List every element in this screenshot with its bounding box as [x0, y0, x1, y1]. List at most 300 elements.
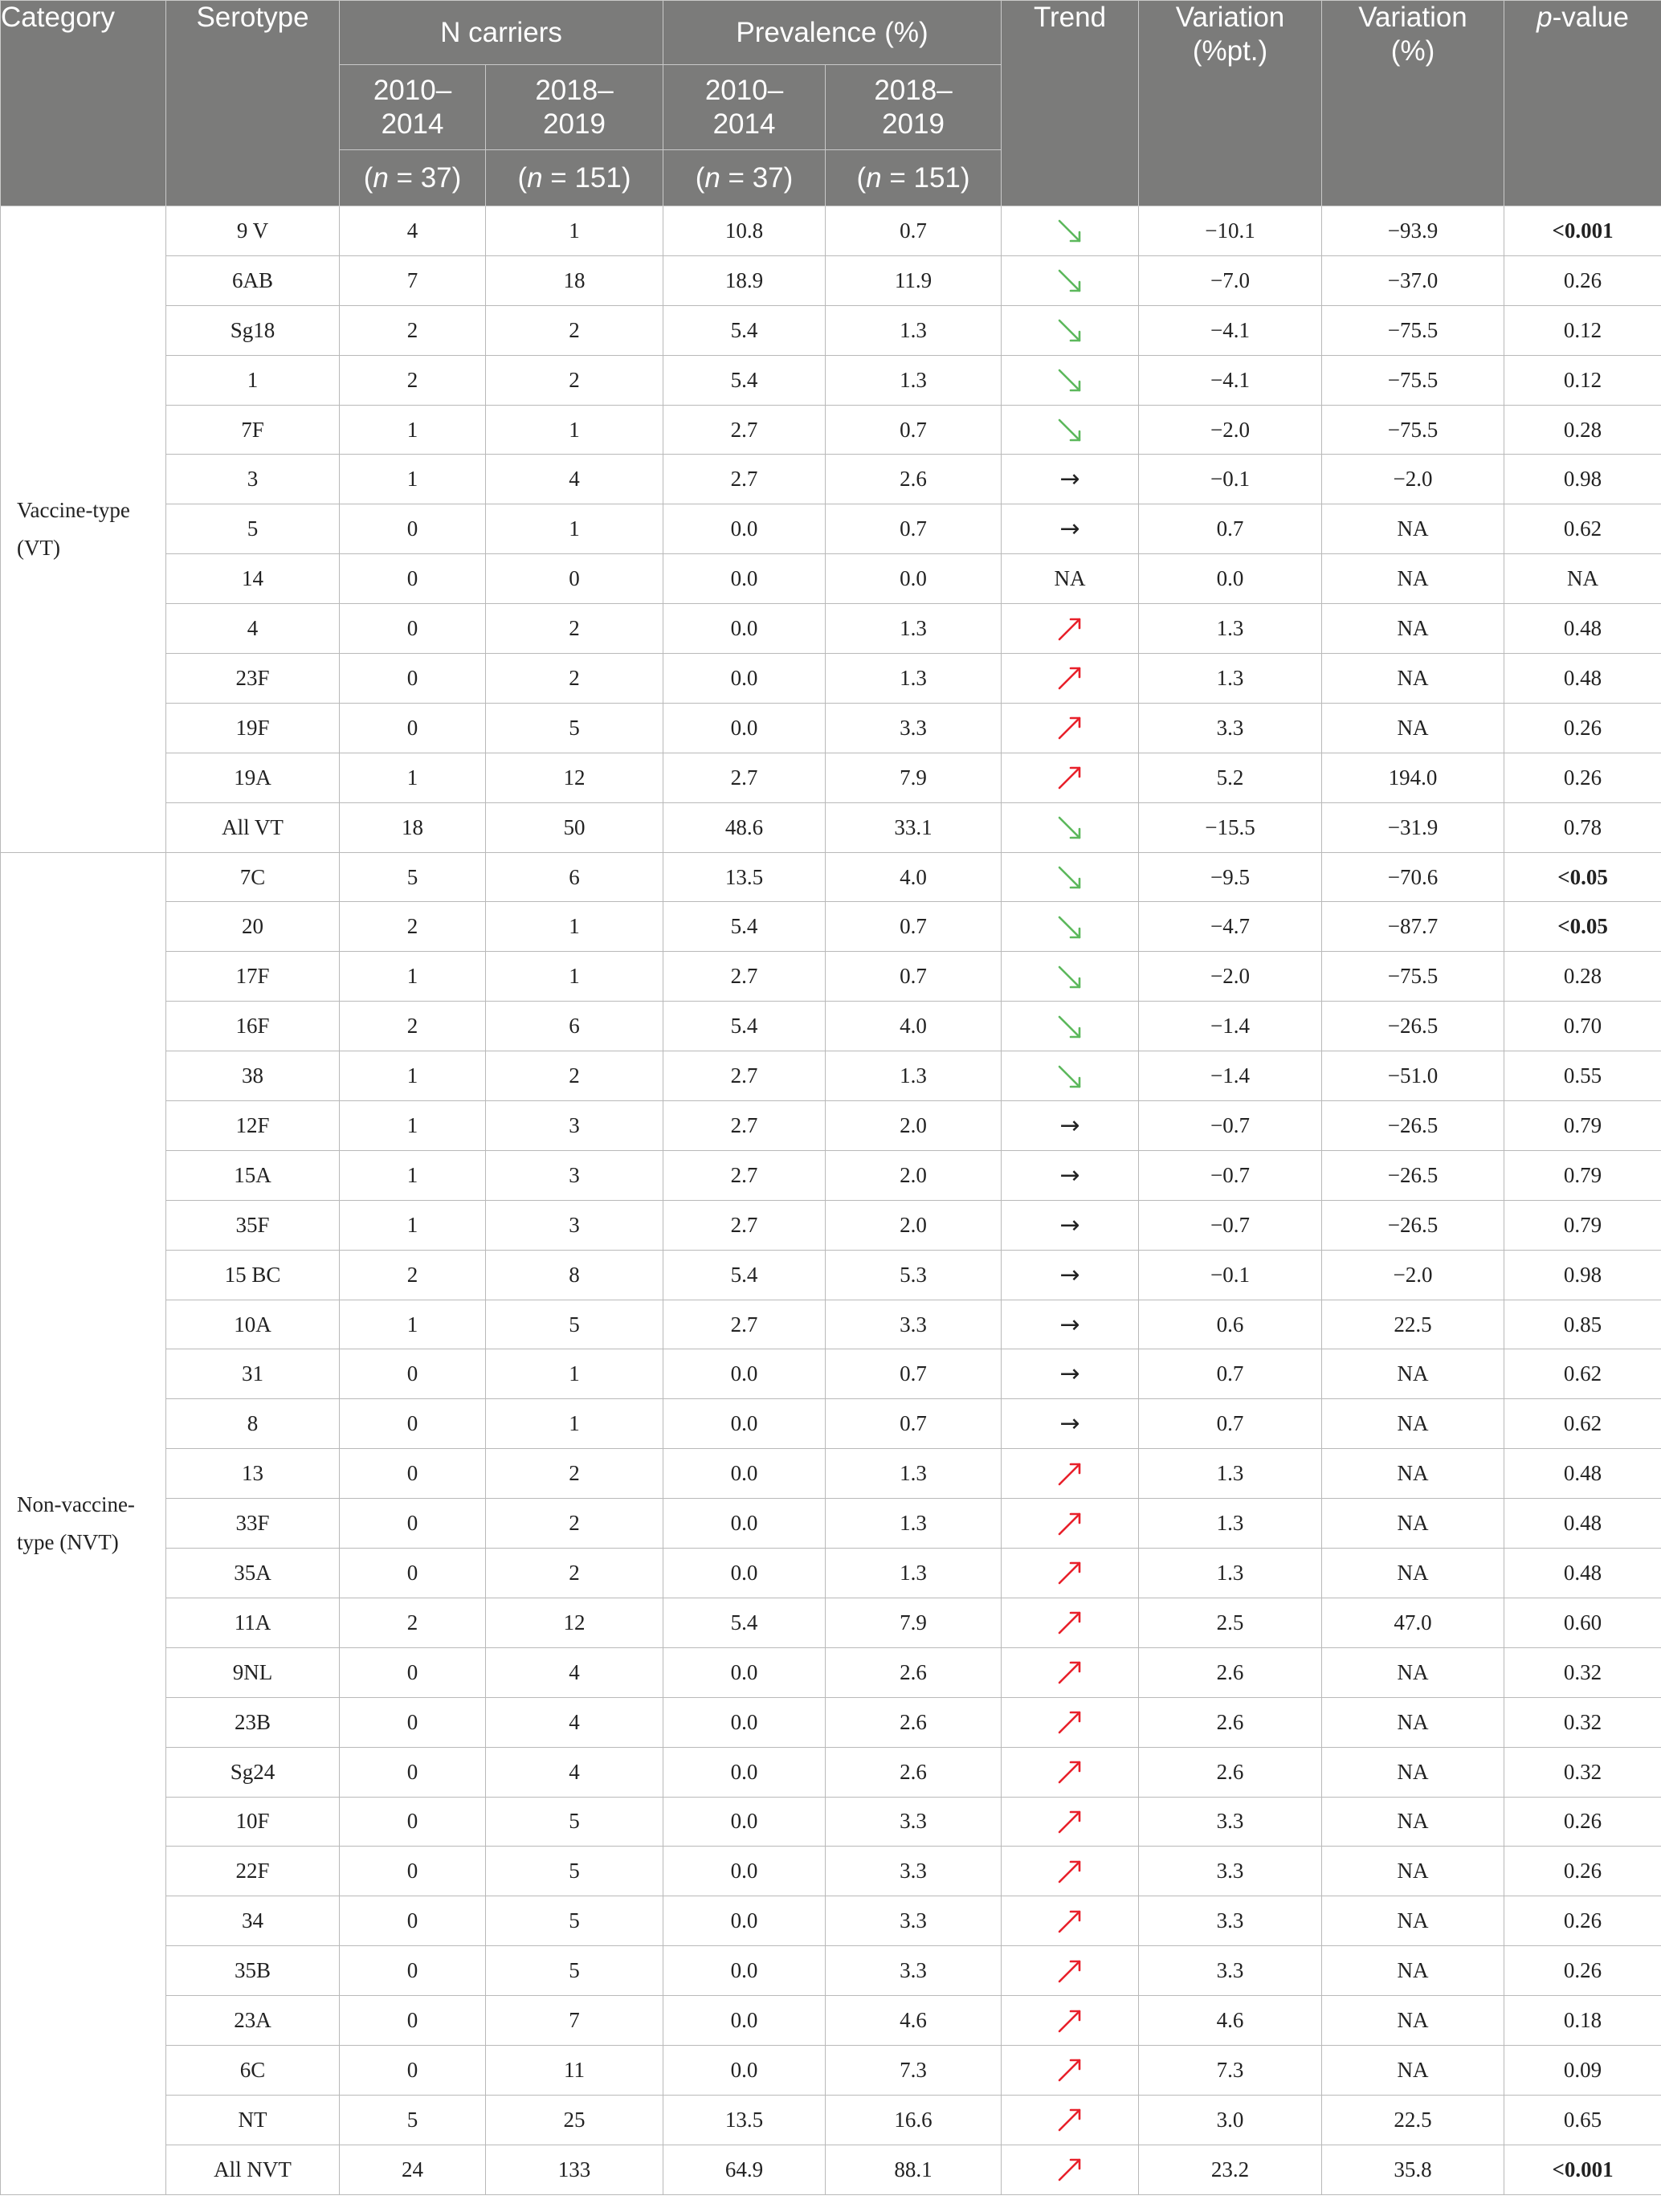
n-carriers-2010-2014-cell: 0	[340, 1449, 486, 1499]
p-value-cell: 0.98	[1504, 1250, 1661, 1300]
n-carriers-2018-2019-cell: 12	[486, 1598, 663, 1647]
header-n-period2	[486, 65, 663, 150]
n-carriers-2010-2014-cell: 0	[340, 1896, 486, 1946]
arrow-right-icon: →	[1059, 1310, 1080, 1339]
variation-pt-cell: 0.0	[1139, 554, 1322, 604]
table-row	[1, 802, 1661, 852]
variation-pct-cell: 22.5	[1322, 1300, 1504, 1349]
arrow-up-right-icon	[1054, 662, 1086, 694]
prevalence-2010-2014-cell: 5.4	[663, 1250, 826, 1300]
trend-cell	[1002, 802, 1139, 852]
arrow-up-right-icon	[1054, 2005, 1086, 2037]
arrow-up-right-icon	[1054, 1955, 1086, 1987]
p-value-cell: 0.26	[1504, 703, 1661, 753]
prevalence-2018-2019-cell: 0.7	[826, 902, 1002, 952]
serotype-cell: 10A	[166, 1300, 340, 1349]
prevalence-2018-2019-cell: 7.3	[826, 2045, 1002, 2095]
variation-pct-cell: −70.6	[1322, 852, 1504, 902]
table-row	[1, 1747, 1661, 1797]
serotype-cell: 17F	[166, 952, 340, 1002]
trend-cell	[1002, 1349, 1139, 1399]
prevalence-2018-2019-cell: 1.3	[826, 1051, 1002, 1101]
n-carriers-2018-2019-cell: 5	[486, 1847, 663, 1896]
variation-pct-cell: 22.5	[1322, 2095, 1504, 2145]
p-value-cell: <0.001	[1504, 206, 1661, 256]
prevalence-2018-2019-cell: 3.3	[826, 1300, 1002, 1349]
serotype-cell: 23A	[166, 1996, 340, 2046]
p-value-cell: <0.001	[1504, 2145, 1661, 2194]
variation-pct-cell: NA	[1322, 1499, 1504, 1549]
p-value-cell: <0.05	[1504, 902, 1661, 952]
variation-pct-cell: −51.0	[1322, 1051, 1504, 1101]
table-row	[1, 1399, 1661, 1449]
prevalence-2010-2014-cell: 5.4	[663, 305, 826, 355]
header-variation-pct-line2: (%)	[1390, 35, 1435, 67]
trend-cell	[1002, 1051, 1139, 1101]
prevalence-2018-2019-cell: 5.3	[826, 1250, 1002, 1300]
prevalence-2018-2019-cell: 0.7	[826, 206, 1002, 256]
trend-cell	[1002, 305, 1139, 355]
table-row	[1, 2045, 1661, 2095]
prevalence-2018-2019-cell: 3.3	[826, 1797, 1002, 1847]
period1-line1: 2010–	[373, 74, 452, 106]
arrow-up-right-icon	[1054, 1508, 1086, 1540]
prevalence-2010-2014-cell: 0.0	[663, 1399, 826, 1449]
arrow-up-right-icon	[1054, 1806, 1086, 1838]
serotype-cell: 34	[166, 1896, 340, 1946]
p-value-cell: 0.26	[1504, 255, 1661, 305]
n-carriers-2018-2019-cell: 3	[486, 1101, 663, 1151]
n-carriers-2018-2019-cell: 2	[486, 355, 663, 405]
prevalence-2010-2014-cell: 48.6	[663, 802, 826, 852]
trend-cell	[1002, 1847, 1139, 1896]
table-header	[1, 1, 1661, 206]
prevalence-2018-2019-cell: 0.0	[826, 554, 1002, 604]
prevalence-2010-2014-cell: 10.8	[663, 206, 826, 256]
p-value-cell: 0.65	[1504, 2095, 1661, 2145]
trend-cell	[1002, 1101, 1139, 1151]
variation-pt-cell: −4.1	[1139, 355, 1322, 405]
prevalence-2010-2014-cell: 2.7	[663, 1300, 826, 1349]
variation-pct-cell: −26.5	[1322, 1150, 1504, 1200]
n-carriers-2018-2019-cell: 2	[486, 1051, 663, 1101]
prevalence-2018-2019-cell: 2.0	[826, 1150, 1002, 1200]
prevalence-2010-2014-cell: 13.5	[663, 2095, 826, 2145]
prevalence-2010-2014-cell: 0.0	[663, 1946, 826, 1996]
serotype-cell: 35B	[166, 1946, 340, 1996]
prevalence-2010-2014-cell: 18.9	[663, 255, 826, 305]
n-carriers-2010-2014-cell: 1	[340, 952, 486, 1002]
variation-pt-cell: 0.7	[1139, 1349, 1322, 1399]
prevalence-2018-2019-cell: 3.3	[826, 1946, 1002, 1996]
serotype-cell: 35F	[166, 1200, 340, 1250]
trend-cell	[1002, 1747, 1139, 1797]
table-row	[1, 1002, 1661, 1051]
prevalence-2010-2014-cell: 0.0	[663, 1449, 826, 1499]
p-value-cell: 0.32	[1504, 1697, 1661, 1747]
paren: (	[695, 161, 705, 194]
header-p-value	[1504, 1, 1661, 206]
p-value-cell: 0.62	[1504, 504, 1661, 554]
p-value-cell: 0.12	[1504, 305, 1661, 355]
n-carriers-2018-2019-cell: 3	[486, 1200, 663, 1250]
category-line: Non-vaccine-	[17, 1492, 135, 1516]
variation-pt-cell: 0.7	[1139, 504, 1322, 554]
variation-pct-cell: 47.0	[1322, 1598, 1504, 1647]
prevalence-2018-2019-cell: 2.6	[826, 1747, 1002, 1797]
prevalence-2018-2019-cell: 1.3	[826, 1449, 1002, 1499]
variation-pt-cell: 2.6	[1139, 1697, 1322, 1747]
prevalence-2010-2014-cell: 2.7	[663, 753, 826, 802]
table-row	[1, 604, 1661, 654]
prevalence-2018-2019-cell: 16.6	[826, 2095, 1002, 2145]
n-italic: n	[527, 161, 543, 194]
table-row	[1, 1847, 1661, 1896]
prevalence-2010-2014-cell: 5.4	[663, 355, 826, 405]
serotype-cell: 38	[166, 1051, 340, 1101]
variation-pt-cell: 0.7	[1139, 1399, 1322, 1449]
prevalence-2010-2014-cell: 0.0	[663, 703, 826, 753]
period2-line2: 2019	[882, 108, 945, 140]
table-row	[1, 753, 1661, 802]
prevalence-2018-2019-cell: 4.6	[826, 1996, 1002, 2046]
variation-pt-cell: 1.3	[1139, 604, 1322, 654]
arrow-up-right-icon	[1054, 2054, 1086, 2086]
serotype-cell: 5	[166, 504, 340, 554]
arrow-down-right-icon	[1054, 811, 1086, 843]
n-carriers-2010-2014-cell: 0	[340, 1549, 486, 1598]
n-carriers-2010-2014-cell: 5	[340, 2095, 486, 2145]
variation-pt-cell: 1.3	[1139, 1549, 1322, 1598]
period1-line2: 2014	[381, 108, 444, 140]
arrow-up-right-icon	[1054, 1458, 1086, 1490]
prevalence-2010-2014-cell: 0.0	[663, 1896, 826, 1946]
prevalence-2010-2014-cell: 0.0	[663, 1996, 826, 2046]
header-prev-sample1	[663, 150, 826, 206]
n-carriers-2018-2019-cell: 2	[486, 1449, 663, 1499]
prevalence-2010-2014-cell: 0.0	[663, 1647, 826, 1697]
n-rest: = 151)	[881, 161, 970, 194]
arrow-down-right-icon	[1054, 264, 1086, 296]
n-carriers-2018-2019-cell: 1	[486, 902, 663, 952]
table-row	[1, 1250, 1661, 1300]
paren: (	[517, 161, 528, 194]
prevalence-2010-2014-cell: 2.7	[663, 1051, 826, 1101]
header-variation-pct-line1: Variation	[1358, 2, 1467, 33]
trend-cell	[1002, 1598, 1139, 1647]
prevalence-2010-2014-cell: 64.9	[663, 2145, 826, 2194]
variation-pt-cell: −15.5	[1139, 802, 1322, 852]
prevalence-2010-2014-cell: 2.7	[663, 405, 826, 455]
arrow-down-right-icon	[1054, 861, 1086, 893]
header-prev-period2	[826, 65, 1002, 150]
trend-cell	[1002, 1250, 1139, 1300]
serotype-cell: 6AB	[166, 255, 340, 305]
table-row	[1, 355, 1661, 405]
serotype-cell: 12F	[166, 1101, 340, 1151]
period2-line2: 2019	[543, 108, 606, 140]
variation-pt-cell: 1.3	[1139, 1499, 1322, 1549]
table-row	[1, 405, 1661, 455]
n-italic: n	[866, 161, 882, 194]
p-value-cell: 0.78	[1504, 802, 1661, 852]
variation-pt-cell: −2.0	[1139, 405, 1322, 455]
serotype-cell: All VT	[166, 802, 340, 852]
serotype-cell: 6C	[166, 2045, 340, 2095]
table-row	[1, 703, 1661, 753]
variation-pt-cell: 4.6	[1139, 1996, 1322, 2046]
p-value-cell: 0.70	[1504, 1002, 1661, 1051]
n-carriers-2010-2014-cell: 0	[340, 604, 486, 654]
n-carriers-2010-2014-cell: 0	[340, 504, 486, 554]
variation-pct-cell: NA	[1322, 1549, 1504, 1598]
prevalence-2010-2014-cell: 0.0	[663, 1847, 826, 1896]
trend-cell	[1002, 703, 1139, 753]
prevalence-2018-2019-cell: 1.3	[826, 1549, 1002, 1598]
n-carriers-2010-2014-cell: 1	[340, 753, 486, 802]
n-carriers-2018-2019-cell: 5	[486, 1300, 663, 1349]
arrow-up-right-icon	[1054, 1706, 1086, 1738]
n-carriers-2010-2014-cell: 0	[340, 554, 486, 604]
prevalence-2018-2019-cell: 1.3	[826, 654, 1002, 704]
n-carriers-2010-2014-cell: 0	[340, 1797, 486, 1847]
p-value-cell: 0.48	[1504, 604, 1661, 654]
p-value-cell: 0.48	[1504, 1499, 1661, 1549]
p-value-cell: 0.85	[1504, 1300, 1661, 1349]
variation-pct-cell: 35.8	[1322, 2145, 1504, 2194]
trend-cell	[1002, 654, 1139, 704]
prevalence-2010-2014-cell: 0.0	[663, 504, 826, 554]
prevalence-2018-2019-cell: 1.3	[826, 305, 1002, 355]
variation-pct-cell: NA	[1322, 1996, 1504, 2046]
serotype-cell: 20	[166, 902, 340, 952]
prevalence-2010-2014-cell: 0.0	[663, 2045, 826, 2095]
variation-pct-cell: −2.0	[1322, 455, 1504, 504]
trend-cell	[1002, 1896, 1139, 1946]
table-row	[1, 2095, 1661, 2145]
variation-pt-cell: −0.7	[1139, 1150, 1322, 1200]
trend-cell	[1002, 1946, 1139, 1996]
table-row	[1, 1449, 1661, 1499]
prevalence-2010-2014-cell: 0.0	[663, 654, 826, 704]
paren: (	[363, 161, 373, 194]
table-row	[1, 1051, 1661, 1101]
variation-pct-cell: 194.0	[1322, 753, 1504, 802]
p-value-cell: 0.79	[1504, 1101, 1661, 1151]
n-carriers-2018-2019-cell: 7	[486, 1996, 663, 2046]
trend-cell	[1002, 355, 1139, 405]
prevalence-2018-2019-cell: 7.9	[826, 1598, 1002, 1647]
trend-cell	[1002, 255, 1139, 305]
prevalence-2010-2014-cell: 2.7	[663, 1200, 826, 1250]
n-rest: = 37)	[720, 161, 794, 194]
variation-pt-cell: −10.1	[1139, 206, 1322, 256]
table-row	[1, 1946, 1661, 1996]
prevalence-2018-2019-cell: 2.6	[826, 1697, 1002, 1747]
header-n-carriers: N carriers	[340, 1, 663, 65]
n-carriers-2010-2014-cell: 1	[340, 1300, 486, 1349]
serotype-cell: 9NL	[166, 1647, 340, 1697]
n-carriers-2010-2014-cell: 1	[340, 1200, 486, 1250]
trend-cell	[1002, 1499, 1139, 1549]
variation-pt-cell: −0.1	[1139, 455, 1322, 504]
serotype-cell: 8	[166, 1399, 340, 1449]
p-value-cell: 0.48	[1504, 654, 1661, 704]
trend-cell	[1002, 2145, 1139, 2194]
arrow-down-right-icon	[1054, 414, 1086, 446]
table-row	[1, 554, 1661, 604]
header-variation-pt-line2: (%pt.)	[1192, 35, 1268, 67]
n-carriers-2010-2014-cell: 2	[340, 1598, 486, 1647]
variation-pt-cell: 3.3	[1139, 1896, 1322, 1946]
n-carriers-2010-2014-cell: 0	[340, 1349, 486, 1399]
category-cell	[1, 206, 166, 853]
n-carriers-2010-2014-cell: 0	[340, 1847, 486, 1896]
serotype-cell: 1	[166, 355, 340, 405]
serotype-cell: 22F	[166, 1847, 340, 1896]
arrow-right-icon: →	[1059, 1210, 1080, 1239]
variation-pct-cell: NA	[1322, 1349, 1504, 1399]
table-row	[1, 1349, 1661, 1399]
n-carriers-2010-2014-cell: 7	[340, 255, 486, 305]
prevalence-2018-2019-cell: 0.7	[826, 1349, 1002, 1399]
trend-cell	[1002, 1002, 1139, 1051]
p-value-cell: 0.28	[1504, 405, 1661, 455]
variation-pt-cell: 2.5	[1139, 1598, 1322, 1647]
prevalence-2010-2014-cell: 2.7	[663, 455, 826, 504]
variation-pct-cell: NA	[1322, 703, 1504, 753]
variation-pct-cell: −26.5	[1322, 1002, 1504, 1051]
serotype-cell: 35A	[166, 1549, 340, 1598]
serotype-cell: 23F	[166, 654, 340, 704]
prevalence-2010-2014-cell: 2.7	[663, 952, 826, 1002]
prevalence-2018-2019-cell: 2.0	[826, 1200, 1002, 1250]
arrow-up-right-icon	[1054, 2104, 1086, 2136]
n-carriers-2018-2019-cell: 4	[486, 1747, 663, 1797]
arrow-right-icon: →	[1059, 1410, 1080, 1439]
variation-pct-cell: NA	[1322, 1399, 1504, 1449]
arrow-up-right-icon	[1054, 2153, 1086, 2185]
header-serotype: Serotype	[166, 1, 340, 206]
p-value-cell: 0.26	[1504, 1847, 1661, 1896]
header-n-sample1	[340, 150, 486, 206]
n-carriers-2018-2019-cell: 8	[486, 1250, 663, 1300]
n-carriers-2010-2014-cell: 0	[340, 1697, 486, 1747]
prevalence-2018-2019-cell: 1.3	[826, 604, 1002, 654]
arrow-up-right-icon	[1054, 1855, 1086, 1888]
p-value-cell: 0.26	[1504, 753, 1661, 802]
p-value-cell: 0.26	[1504, 1797, 1661, 1847]
arrow-right-icon: →	[1059, 515, 1080, 544]
variation-pct-cell: −87.7	[1322, 902, 1504, 952]
serotype-cell: 23B	[166, 1697, 340, 1747]
variation-pt-cell: −4.7	[1139, 902, 1322, 952]
p-value-cell: 0.79	[1504, 1150, 1661, 1200]
variation-pct-cell: NA	[1322, 1449, 1504, 1499]
trend-cell	[1002, 1449, 1139, 1499]
n-carriers-2010-2014-cell: 1	[340, 1150, 486, 1200]
variation-pct-cell: NA	[1322, 554, 1504, 604]
prevalence-2018-2019-cell: 2.6	[826, 455, 1002, 504]
prevalence-2018-2019-cell: 1.3	[826, 355, 1002, 405]
arrow-up-right-icon	[1054, 1557, 1086, 1589]
serotype-cell: 33F	[166, 1499, 340, 1549]
n-italic: n	[704, 161, 720, 194]
n-carriers-2010-2014-cell: 0	[340, 1747, 486, 1797]
prevalence-2010-2014-cell: 2.7	[663, 1101, 826, 1151]
p-value-cell: 0.55	[1504, 1051, 1661, 1101]
variation-pt-cell: −0.7	[1139, 1101, 1322, 1151]
trend-cell	[1002, 902, 1139, 952]
trend-cell	[1002, 1996, 1139, 2046]
p-value-cell: 0.62	[1504, 1349, 1661, 1399]
trend-cell	[1002, 2095, 1139, 2145]
table-row	[1, 504, 1661, 554]
serotype-cell: Sg18	[166, 305, 340, 355]
table-body	[1, 206, 1661, 2195]
n-carriers-2018-2019-cell: 6	[486, 852, 663, 902]
header-p-rest: -value	[1552, 2, 1629, 33]
n-carriers-2010-2014-cell: 0	[340, 654, 486, 704]
serotype-cell: 7C	[166, 852, 340, 902]
table-row	[1, 1150, 1661, 1200]
header-category: Category	[1, 1, 166, 206]
prevalence-2018-2019-cell: 1.3	[826, 1499, 1002, 1549]
n-carriers-2010-2014-cell: 1	[340, 405, 486, 455]
n-carriers-2010-2014-cell: 0	[340, 1399, 486, 1449]
prevalence-2018-2019-cell: 4.0	[826, 852, 1002, 902]
serotype-cell: 13	[166, 1449, 340, 1499]
trend-cell	[1002, 1300, 1139, 1349]
table-row	[1, 654, 1661, 704]
prevalence-2018-2019-cell: 3.3	[826, 1896, 1002, 1946]
prevalence-2010-2014-cell: 5.4	[663, 1002, 826, 1051]
category-cell	[1, 852, 166, 2194]
n-carriers-2018-2019-cell: 5	[486, 703, 663, 753]
header-variation-pt	[1139, 1, 1322, 206]
n-carriers-2018-2019-cell: 18	[486, 255, 663, 305]
n-carriers-2010-2014-cell: 0	[340, 2045, 486, 2095]
header-prev-period1	[663, 65, 826, 150]
variation-pt-cell: −0.7	[1139, 1200, 1322, 1250]
table-row	[1, 1499, 1661, 1549]
trend-cell	[1002, 1797, 1139, 1847]
serotype-cell: 9 V	[166, 206, 340, 256]
serotype-cell: All NVT	[166, 2145, 340, 2194]
n-carriers-2010-2014-cell: 0	[340, 1647, 486, 1697]
arrow-right-icon: →	[1059, 465, 1080, 494]
n-carriers-2010-2014-cell: 2	[340, 305, 486, 355]
n-carriers-2010-2014-cell: 0	[340, 1499, 486, 1549]
p-value-cell: 0.26	[1504, 1946, 1661, 1996]
n-carriers-2018-2019-cell: 2	[486, 305, 663, 355]
period1-line1: 2010–	[704, 74, 784, 106]
table-row	[1, 1598, 1661, 1647]
table-row	[1, 1896, 1661, 1946]
n-carriers-2018-2019-cell: 133	[486, 2145, 663, 2194]
variation-pct-cell: NA	[1322, 654, 1504, 704]
variation-pct-cell: NA	[1322, 1747, 1504, 1797]
variation-pt-cell: −1.4	[1139, 1002, 1322, 1051]
prevalence-2018-2019-cell: 11.9	[826, 255, 1002, 305]
n-carriers-2018-2019-cell: 1	[486, 1399, 663, 1449]
n-carriers-2018-2019-cell: 5	[486, 1797, 663, 1847]
variation-pct-cell: −93.9	[1322, 206, 1504, 256]
n-carriers-2018-2019-cell: 2	[486, 1499, 663, 1549]
p-value-cell: 0.48	[1504, 1449, 1661, 1499]
n-carriers-2018-2019-cell: 6	[486, 1002, 663, 1051]
n-carriers-2010-2014-cell: 2	[340, 1002, 486, 1051]
